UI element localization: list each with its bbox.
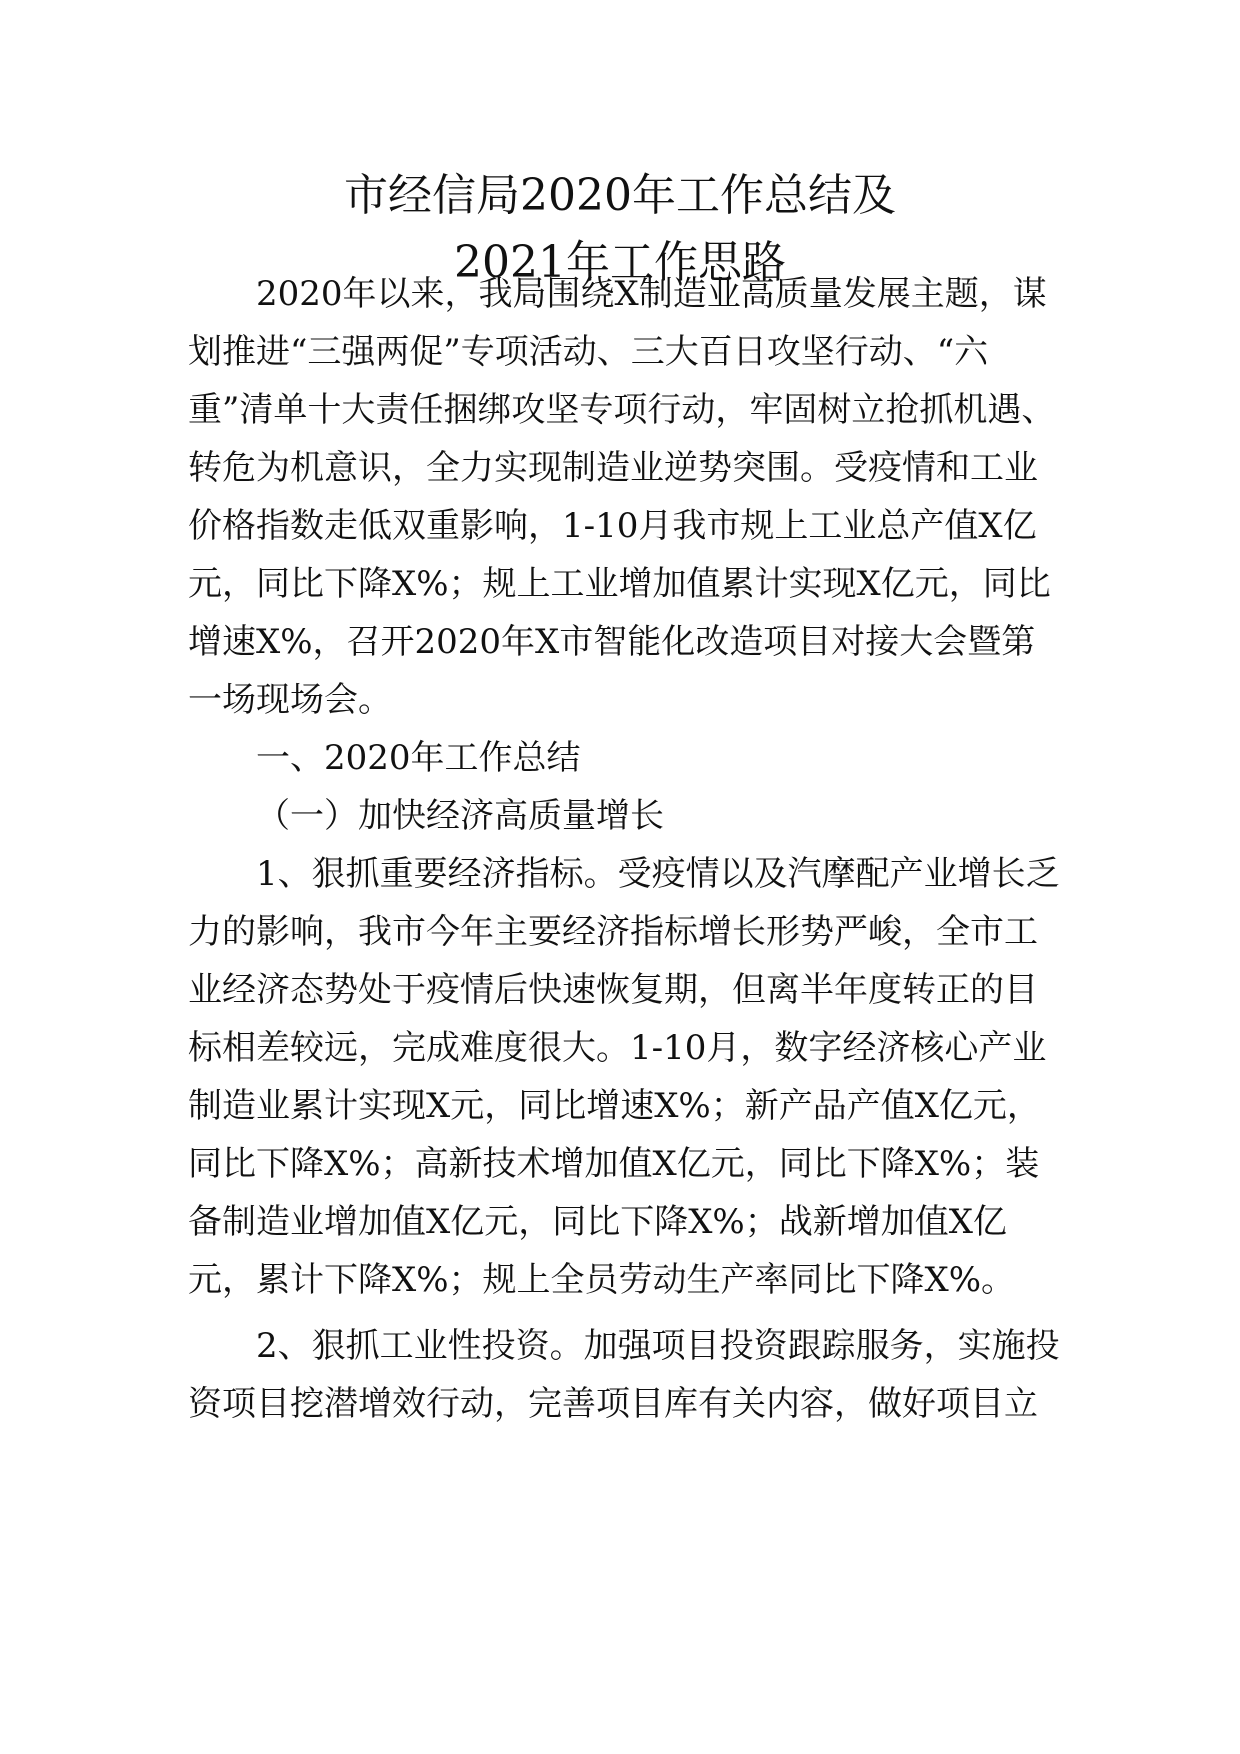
paragraph-line: 力的影响，我市今年主要经济指标增长形势严峻，全市工 — [188, 912, 1038, 952]
paragraph-line: 标相差较远，完成难度很大。1-10月，数字经济核心产业 — [188, 1028, 1047, 1068]
paragraph-line: 同比下降X%；高新技术增加值X亿元，同比下降X%；装 — [188, 1144, 1040, 1184]
paragraph-line: 元，累计下降X%；规上全员劳动生产率同比下降X%。 — [188, 1260, 1016, 1300]
paragraph-line: 备制造业增加值X亿元，同比下降X%；战新增加值X亿 — [188, 1202, 1007, 1242]
document-title-line-2: 2021年工作思路 — [454, 237, 786, 288]
paragraph-line: 元，同比下降X%；规上工业增加值累计实现X亿元，同比 — [188, 564, 1051, 604]
paragraph-line: 转危为机意识，全力实现制造业逆势突围。受疫情和工业 — [188, 448, 1038, 488]
paragraph-line: 资项目挖潜增效行动，完善项目库有关内容，做好项目立 — [188, 1384, 1038, 1424]
paragraph-line: 1、狠抓重要经济指标。受疫情以及汽摩配产业增长乏 — [256, 854, 1060, 894]
paragraph-line: 制造业累计实现X元，同比增速X%；新产品产值X亿元， — [188, 1086, 1041, 1126]
paragraph-line: 划推进“三强两促”专项活动、三大百日攻坚行动、“六 — [188, 332, 989, 372]
subsection-heading: （一）加快经济高质量增长 — [256, 796, 664, 836]
paragraph-line: 增速X%，召开2020年X市智能化改造项目对接大会暨第 — [188, 622, 1036, 662]
document-title-line-1: 市经信局2020年工作总结及 — [344, 170, 896, 221]
section-heading: 一、2020年工作总结 — [256, 738, 581, 778]
paragraph-line: 2020年以来，我局围绕X制造业高质量发展主题，谋 — [256, 274, 1047, 314]
paragraph-line: 价格指数走低双重影响，1-10月我市规上工业总产值X亿 — [188, 506, 1037, 546]
paragraph-line: 2、狠抓工业性投资。加强项目投资跟踪服务，实施投 — [256, 1326, 1060, 1366]
paragraph-line: 业经济态势处于疫情后快速恢复期，但离半年度转正的目 — [188, 970, 1038, 1010]
paragraph-line: 重”清单十大责任捆绑攻坚专项行动，牢固树立抢抓机遇、 — [188, 390, 1056, 430]
paragraph-line: 一场现场会。 — [188, 680, 392, 720]
